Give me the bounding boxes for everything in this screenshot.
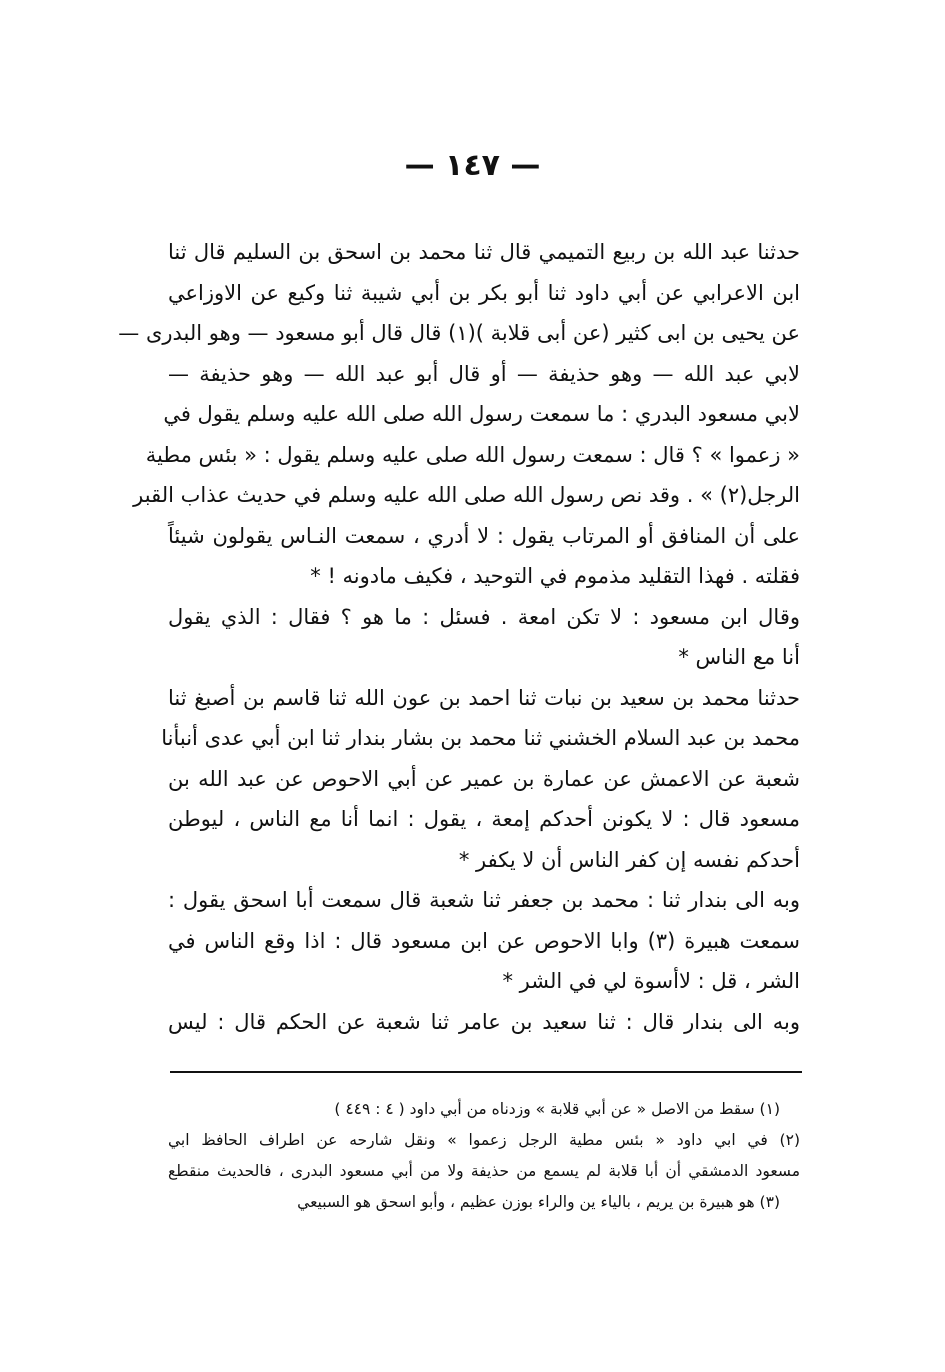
text-line: محمد بن عبد السلام الخشني ثنا محمد بن بشار بندار ثنا ابن أبي عدى أنبأنا bbox=[161, 726, 800, 750]
text-line: سمعت هبيرة (٣) وابا الاحوص عن ابن مسعود قال : اذا وقع الناس في bbox=[168, 928, 800, 953]
text-line: أحدكم نفسه إن كفر الناس أن لا يكفر * bbox=[458, 847, 800, 872]
footnote-line: (٣) هو هبيرة بن يريم ، بالياء ين والراء بوزن عظيم ، وأبو اسحق هو السبيعي bbox=[297, 1193, 780, 1211]
text-line: مسعود قال : لا يكونن أحدكم إمعة ، يقول : انما أنا مع الناس ، ليوطن bbox=[168, 807, 800, 831]
text-line: على أن المنافق أو المرتاب يقول : لا أدري ، سمعت النـاس يقولون شيئاً bbox=[168, 523, 800, 548]
text-line: ابن الاعرابي عن أبي داود ثنا أبو بكر بن أبي شيبة ثنا وكيع عن الاوزاعي bbox=[168, 280, 800, 305]
text-line: عن يحيى بن ابى كثير (عن أبى قلابة )(١) قال قال أبو مسعود — وهو البدرى — bbox=[118, 321, 800, 345]
text-line: الشر ، قل : لاأسوة لي في الشر * bbox=[502, 969, 800, 993]
text-line: حدثنا عبد الله بن ربيع التميمي قال ثنا محمد بن اسحق بن السليم قال ثنا bbox=[168, 240, 800, 264]
text-line: حدثنا محمد بن سعيد بن نبات ثنا احمد بن عون الله ثنا قاسم بن أصبغ ثنا bbox=[168, 685, 800, 710]
text-line: وبه الى بندار ثنا : محمد بن جعفر ثنا شعبة قال سمعت أبا اسحق يقول : bbox=[168, 888, 800, 912]
footnote-line: مسعود الدمشقي أن أبا قلابة لم يسمع من حذيفة ولا من أبي مسعود البدرى ، فالحديث منقطع bbox=[168, 1162, 800, 1180]
page-number: — ١٤٧ — bbox=[404, 148, 541, 183]
text-line: لابي عبد الله — وهو حذيفة — أو قال أبو عبد الله — وهو حذيفة — bbox=[168, 361, 800, 386]
text-line: « زعموا » ؟ قال : سمعت رسول الله صلى عليه وسلم يقول : « بئس مطية bbox=[145, 442, 800, 467]
main-text bbox=[118, 232, 800, 1042]
text-line: أنا مع الناس * bbox=[678, 645, 800, 669]
text-line: لابي مسعود البدري : ما سمعت رسول الله صلى الله عليه وسلم يقول في bbox=[163, 402, 800, 426]
text-line: وقال ابن مسعود : لا تكن امعة . فسئل : ما هو ؟ فقال : الذي يقول bbox=[168, 604, 800, 629]
footnote-divider bbox=[170, 1071, 802, 1073]
text-line: فقلته . فهذا التقليد مذموم في التوحيد ، فكيف مادونه ! * bbox=[310, 564, 800, 588]
footnote-line: (٢) في ابي داود « بئس مطية الرجل زعموا » ونقل شارحه عن اطراف الحافظ ابي bbox=[168, 1131, 800, 1149]
text-line: شعبة عن الاعمش عن عمارة بن عمير عن أبي الاحوص عن عبد الله بن bbox=[168, 766, 800, 791]
text-line: وبه الى بندار قال : ثنا سعيد بن عامر ثنا شعبة عن الحكم قال : ليس bbox=[168, 1009, 800, 1034]
footnotes bbox=[168, 1094, 800, 1218]
text-line: الرجل(٢) » . وقد نص رسول الله صلى الله عليه وسلم في حديث عذاب القبر bbox=[133, 483, 800, 507]
footnote-line: (١) سقط من الاصل « عن أبي قلابة » وزدناه من أبي داود ( ٤ : ٤٤٩ ) bbox=[334, 1100, 780, 1118]
